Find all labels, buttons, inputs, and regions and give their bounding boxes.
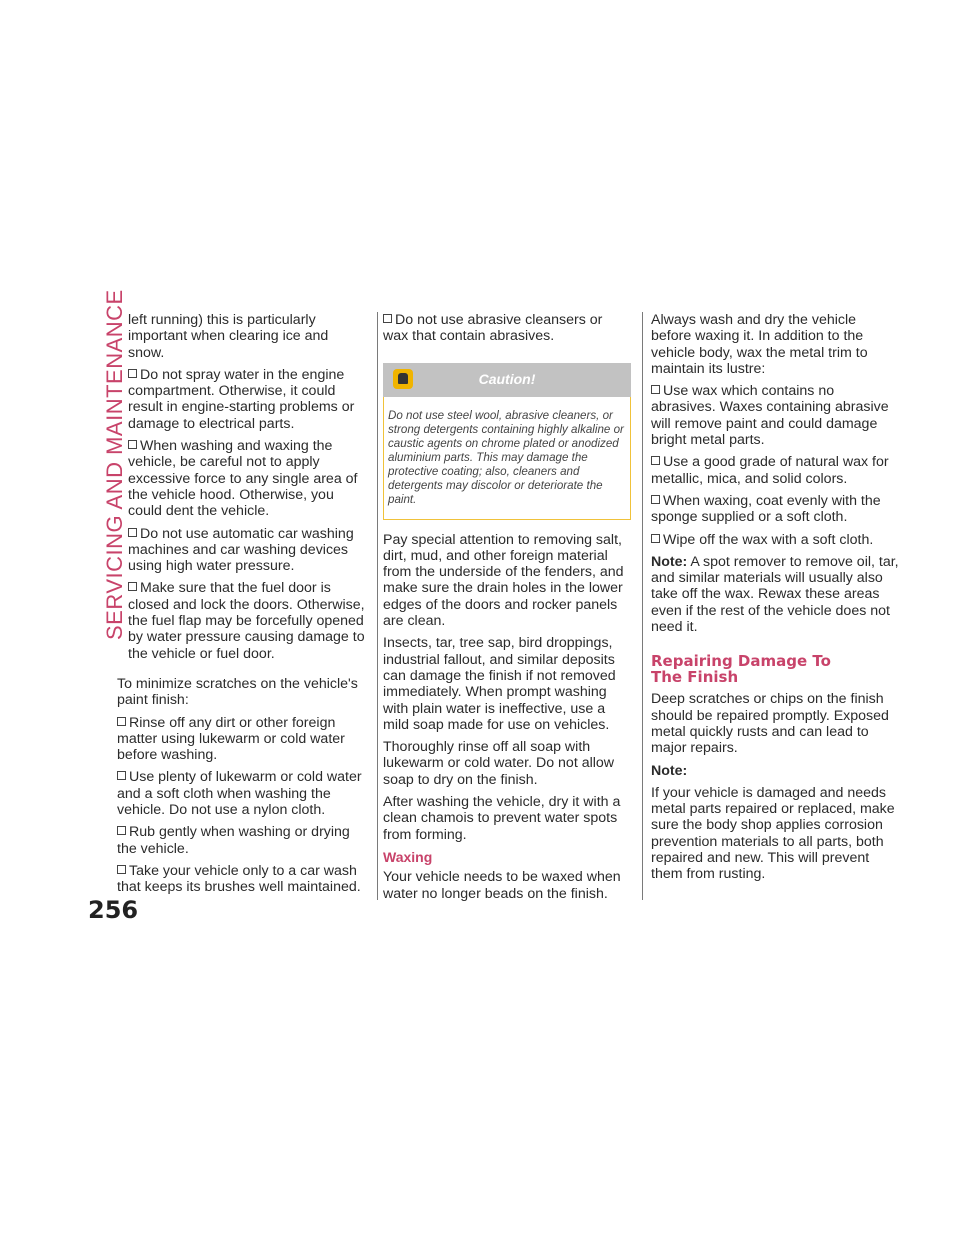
bullet-item: Use wax which contains no abrasives. Waxes containing abrasive will remove paint and could damage bright metal parts.	[651, 383, 889, 449]
checkbox-bullet-icon	[383, 314, 392, 323]
body-paragraph: Insects, tar, tree sap, bird droppings, industrial fallout, and similar deposits can damage the finish if not removed immediately. When prompt washing with plain water is ineffective, use a mild soap made for use on vehicles.	[383, 635, 616, 733]
bullet-item: When waxing, coat evenly with the sponge supplied or a soft cloth.	[651, 492, 881, 526]
checkbox-bullet-icon	[128, 528, 137, 537]
section-side-title	[60, 250, 127, 650]
checkbox-bullet-icon	[117, 717, 126, 726]
bullet-item: Use a good grade of natural wax for metallic, mica, and solid colors.	[651, 454, 889, 487]
checkbox-bullet-icon	[128, 369, 137, 378]
note-label: Note:	[651, 553, 688, 570]
body-paragraph: Always wash and dry the vehicle before waxing it. In addition to the vehicle body, wax the metal trim to maintain its lustre:	[651, 312, 868, 377]
bullet-item: Rub gently when washing or drying the vehicle.	[117, 824, 350, 857]
body-paragraph: Deep scratches or chips on the finish should be repaired promptly. Exposed metal quickly rusts and can lead to major repairs.	[651, 691, 889, 757]
note-label: Note:	[651, 762, 688, 779]
checkbox-bullet-icon	[651, 456, 660, 465]
body-paragraph: Thoroughly rinse off all soap with lukewarm or cold water. Do not allow soap to dry on the finish.	[383, 739, 615, 788]
checkbox-bullet-icon	[117, 865, 126, 874]
note-paragraph: Note: A spot remover to remove oil, tar, and similar materials will usually also take off the wax. Rewax these areas even if the rest of the vehicle does not need it.	[651, 553, 899, 636]
column-2	[383, 312, 631, 908]
checkbox-bullet-icon	[117, 826, 126, 835]
checkbox-bullet-icon	[128, 440, 137, 449]
body-paragraph: After washing the vehicle, dry it with a clean chamois to prevent water spots from forming.	[383, 794, 621, 843]
column-divider-1	[377, 312, 378, 900]
checkbox-bullet-icon	[651, 495, 660, 504]
bullet-item: Wipe off the wax with a soft cloth.	[651, 532, 899, 548]
body-paragraph: Your vehicle needs to be waxed when water no longer beads on the finish.	[383, 869, 621, 902]
caution-header	[383, 363, 631, 397]
checkbox-bullet-icon	[651, 534, 660, 543]
column-1	[117, 312, 365, 902]
column-divider-2	[642, 312, 643, 900]
section-heading: Repairing Damage To The Finish	[651, 652, 831, 687]
bullet-item: Do not use abrasive cleansers or wax that contain abrasives.	[383, 312, 603, 345]
bullet-item: Do not use automatic car washing machines and car washing devices using high water pressure.	[128, 525, 354, 575]
column-3	[651, 312, 899, 889]
intro-paragraph: left running) this is particularly important when clearing ice and snow.	[128, 312, 329, 361]
bullet-item: Rinse off any dirt or other foreign matter using lukewarm or cold water before washing.	[117, 714, 345, 764]
caution-text: Do not use steel wool, abrasive cleaners, or strong detergents containing highly alkaline or caustic agents on chrome plated or anodized aluminium parts. This may damage the protective coating; also, cleaners and detergents may discolor or deteriorate the paint.	[383, 397, 631, 520]
body-paragraph: To minimize scratches on the vehicle's paint finish:	[117, 675, 358, 709]
body-paragraph: Pay special attention to removing salt, dirt, mud, and other foreign material from the underside of the fenders, and make sure the drain holes in the lower edges of the doors and rocker panels are clean.	[383, 531, 624, 630]
bullet-item: When washing and waxing the vehicle, be careful not to apply excessive force to any single area of the vehicle hood. Otherwise, you could dent the vehicle.	[128, 438, 358, 520]
subheading-waxing: Waxing	[383, 848, 433, 865]
bullet-item: Make sure that the fuel door is closed and lock the doors. Otherwise, the fuel flap may be forcefully opened by water pressure causing damage to the vehicle or fuel door.	[128, 580, 365, 662]
checkbox-bullet-icon	[128, 582, 137, 591]
bullet-item: Use plenty of lukewarm or cold water and a soft cloth when washing the vehicle. Do not use a nylon cloth.	[117, 769, 362, 819]
bullet-item: Take your vehicle only to a car wash that keeps its brushes well maintained.	[117, 862, 361, 896]
checkbox-bullet-icon	[651, 385, 660, 394]
caution-title: Caution!	[478, 370, 536, 387]
checkbox-bullet-icon	[117, 771, 126, 780]
side-title-text: SERVICING AND MAINTENANCE	[102, 289, 127, 640]
page-number: 256	[88, 896, 139, 924]
body-paragraph: If your vehicle is damaged and needs metal parts repaired or replaced, make sure the body shop applies corrosion prevention materials to all parts, both repaired and new. This will prevent them from rusting.	[651, 784, 895, 883]
bullet-item: Do not spray water in the engine compartment. Otherwise, it could result in engine-starting problems or damage to electrical parts.	[128, 366, 355, 432]
